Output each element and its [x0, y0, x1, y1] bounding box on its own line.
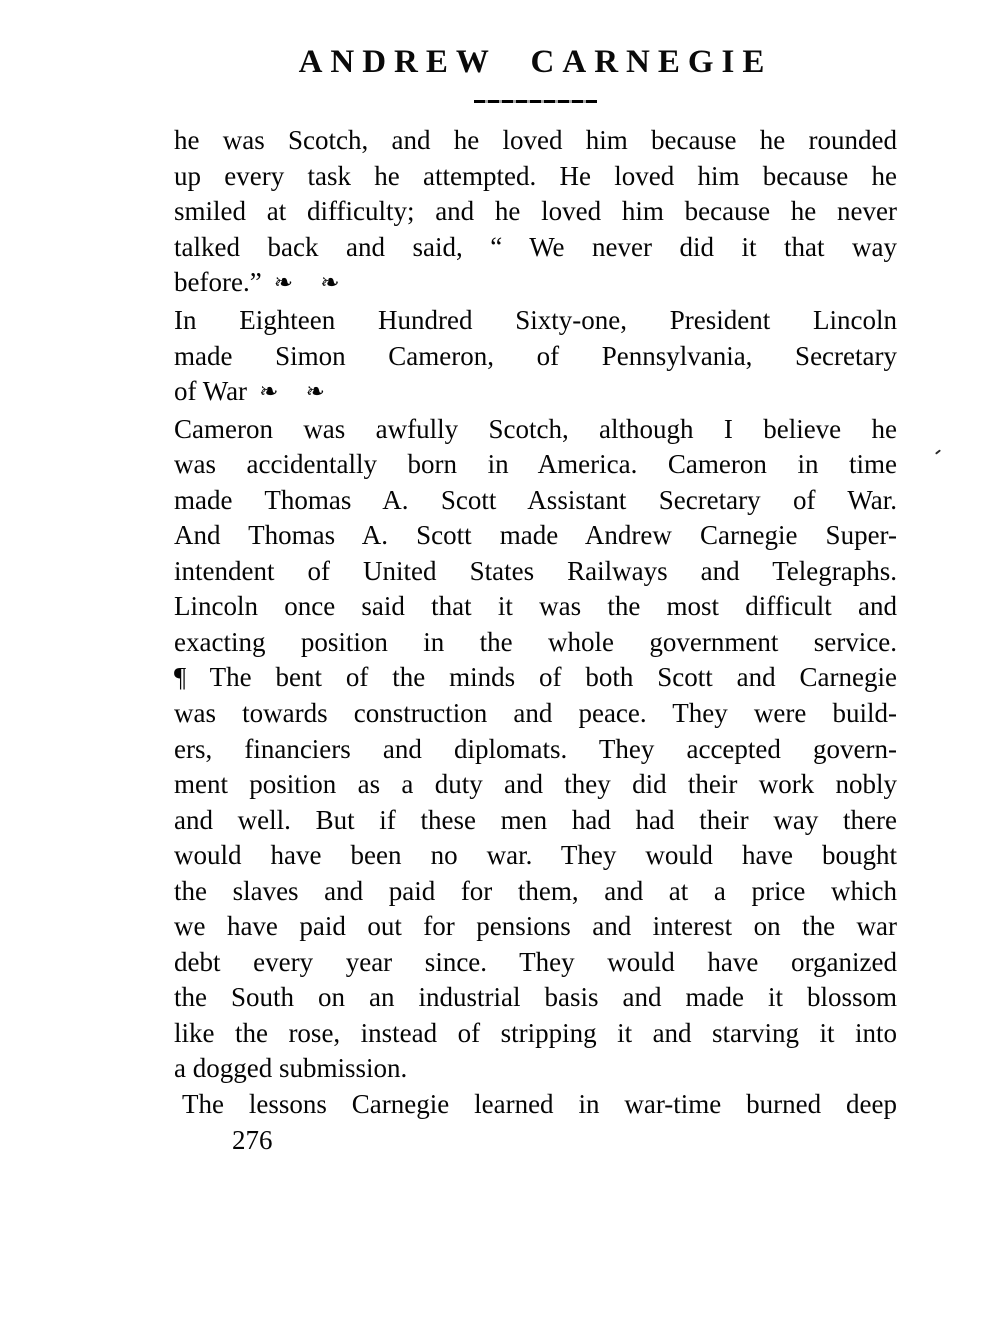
- text-line: of War ❧ ❧: [174, 376, 335, 407]
- text-line: and well. But if these men had had their way there: [174, 804, 897, 835]
- text-line: made Thomas A. Scott Assistant Secretary of War.: [174, 484, 897, 515]
- text-line: ment position as a duty and they did their work nobly: [174, 769, 897, 800]
- text-line: And Thomas A. Scott made Andrew Carnegie Super-: [174, 520, 897, 551]
- text-line: the South on an industrial basis and made it blossom: [174, 982, 897, 1013]
- page-number-line: [174, 1123, 897, 1159]
- page-title: ANDREW CARNEGIE: [298, 44, 773, 80]
- text-line: intendent of United States Railways and Telegraphs.: [174, 555, 897, 586]
- book-page: [174, 0, 897, 1158]
- text-line: debt every year since. They would have organized: [174, 946, 897, 977]
- text-line: talked back and said, “ We never did it that way: [174, 231, 897, 262]
- text-block: [174, 123, 897, 1122]
- text-line: the slaves and paid for them, and at a price which: [174, 875, 897, 906]
- text-line: ers, financiers and diplomats. They accepted govern-: [174, 733, 897, 764]
- text-line: was towards construction and peace. They were build-: [174, 698, 897, 728]
- text-line: like the rose, instead of stripping it and starving it into: [174, 1017, 897, 1048]
- text-line: In Eighteen Hundred Sixty-one, President Lincoln: [174, 304, 897, 335]
- text-line: Lincoln once said that it was the most difficult and: [174, 591, 897, 622]
- ink-speck: [935, 449, 941, 454]
- fleuron-ornament: ❧ ❧: [259, 379, 335, 406]
- text-line: smiled at difficulty; and he loved him because he never: [174, 196, 897, 227]
- text-line: Cameron was awfully Scotch, although I believe he: [174, 413, 897, 444]
- fleuron-ornament: ❧ ❧: [273, 270, 350, 297]
- text-line: ¶ The bent of the minds of both Scott and Carnegie: [174, 662, 897, 693]
- text-line: The lessons Carnegie learned in war-time burned deep: [182, 1089, 897, 1120]
- text-line: before.” ❧ ❧: [174, 267, 350, 298]
- text-line: up every task he attempted. He loved him because he: [174, 160, 897, 191]
- text-line: he was Scotch, and he loved him because he rounded: [174, 125, 897, 156]
- text-line: would have been no war. They would have bought: [174, 840, 897, 871]
- text-line: was accidentally born in America. Cameron in time: [174, 449, 897, 480]
- text-line: we have paid out for pensions and interest on the war: [174, 911, 897, 942]
- title-divider: [474, 100, 597, 103]
- page-number: 276: [232, 1124, 273, 1155]
- text-line: made Simon Cameron, of Pennsylvania, Secretary: [174, 340, 897, 371]
- text-line: exacting position in the whole government service.: [174, 626, 897, 657]
- text-line: a dogged submission.: [174, 1053, 408, 1084]
